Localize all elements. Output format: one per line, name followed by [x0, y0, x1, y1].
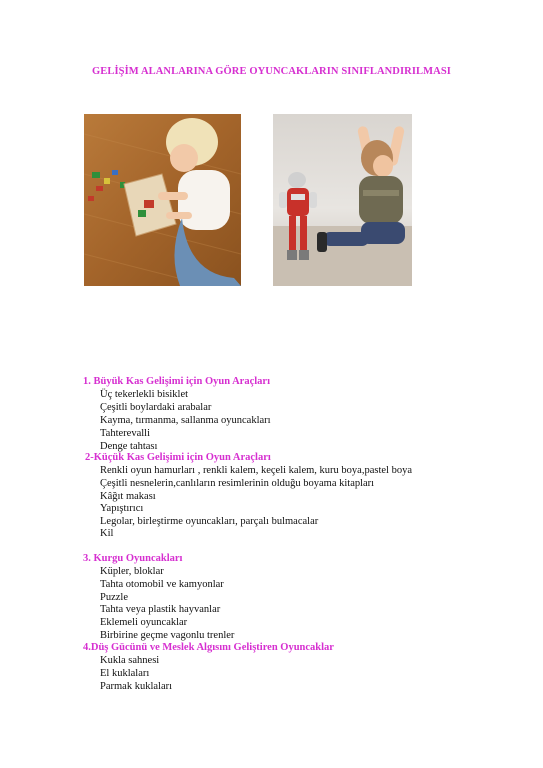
list-item: Legolar, birleştirme oyuncakları, parçalı bulmacalar — [100, 516, 319, 527]
list-item: Kukla sahnesi — [100, 655, 160, 666]
list-item: Kil — [100, 528, 114, 539]
list-item: Yapıştırıcı — [100, 503, 144, 514]
list-item: Kayma, tırmanma, sallanma oyuncakları — [100, 415, 271, 426]
list-item: Eklemeli oyuncaklar — [100, 617, 188, 628]
section-heading: 1. Büyük Kas Gelişimi için Oyun Araçları — [83, 376, 270, 387]
child-with-puzzle-photo — [84, 114, 241, 286]
section-heading: 3. Kurgu Oyuncakları — [83, 553, 183, 564]
list-item: Tahta veya plastik hayvanlar — [100, 604, 221, 615]
section-heading: 2-Küçük Kas Gelişimi için Oyun Araçları — [85, 452, 271, 463]
list-item: Tahta otomobil ve kamyonlar — [100, 579, 224, 590]
list-item: Puzzle — [100, 592, 128, 603]
document-title: GELİŞİM ALANLARINA GÖRE OYUNCAKLARIN SINIFLANDIRILMASI — [92, 66, 451, 77]
list-item: Kâğıt makası — [100, 491, 156, 502]
section-heading: 4.Düş Gücünü ve Meslek Algısını Geliştiren Oyuncaklar — [83, 642, 334, 653]
list-item: Üç tekerlekli bisiklet — [100, 389, 189, 400]
list-item: Küpler, bloklar — [100, 566, 164, 577]
list-item: Çeşitli nesnelerin,canlıların resimlerinin olduğu boyama kitapları — [100, 478, 375, 489]
child-with-robot-photo — [273, 114, 412, 286]
list-item: Denge tahtası — [100, 441, 158, 452]
list-item: Parmak kuklaları — [100, 681, 173, 692]
list-item: El kuklaları — [100, 668, 150, 679]
list-item: Birbirine geçme vagonlu trenler — [100, 630, 235, 641]
list-item: Tahterevalli — [100, 428, 150, 439]
list-item: Renkli oyun hamurları , renkli kalem, keçeli kalem, kuru boya,pastel boya — [100, 465, 412, 476]
list-item: Çeşitli boylardaki arabalar — [100, 402, 212, 413]
